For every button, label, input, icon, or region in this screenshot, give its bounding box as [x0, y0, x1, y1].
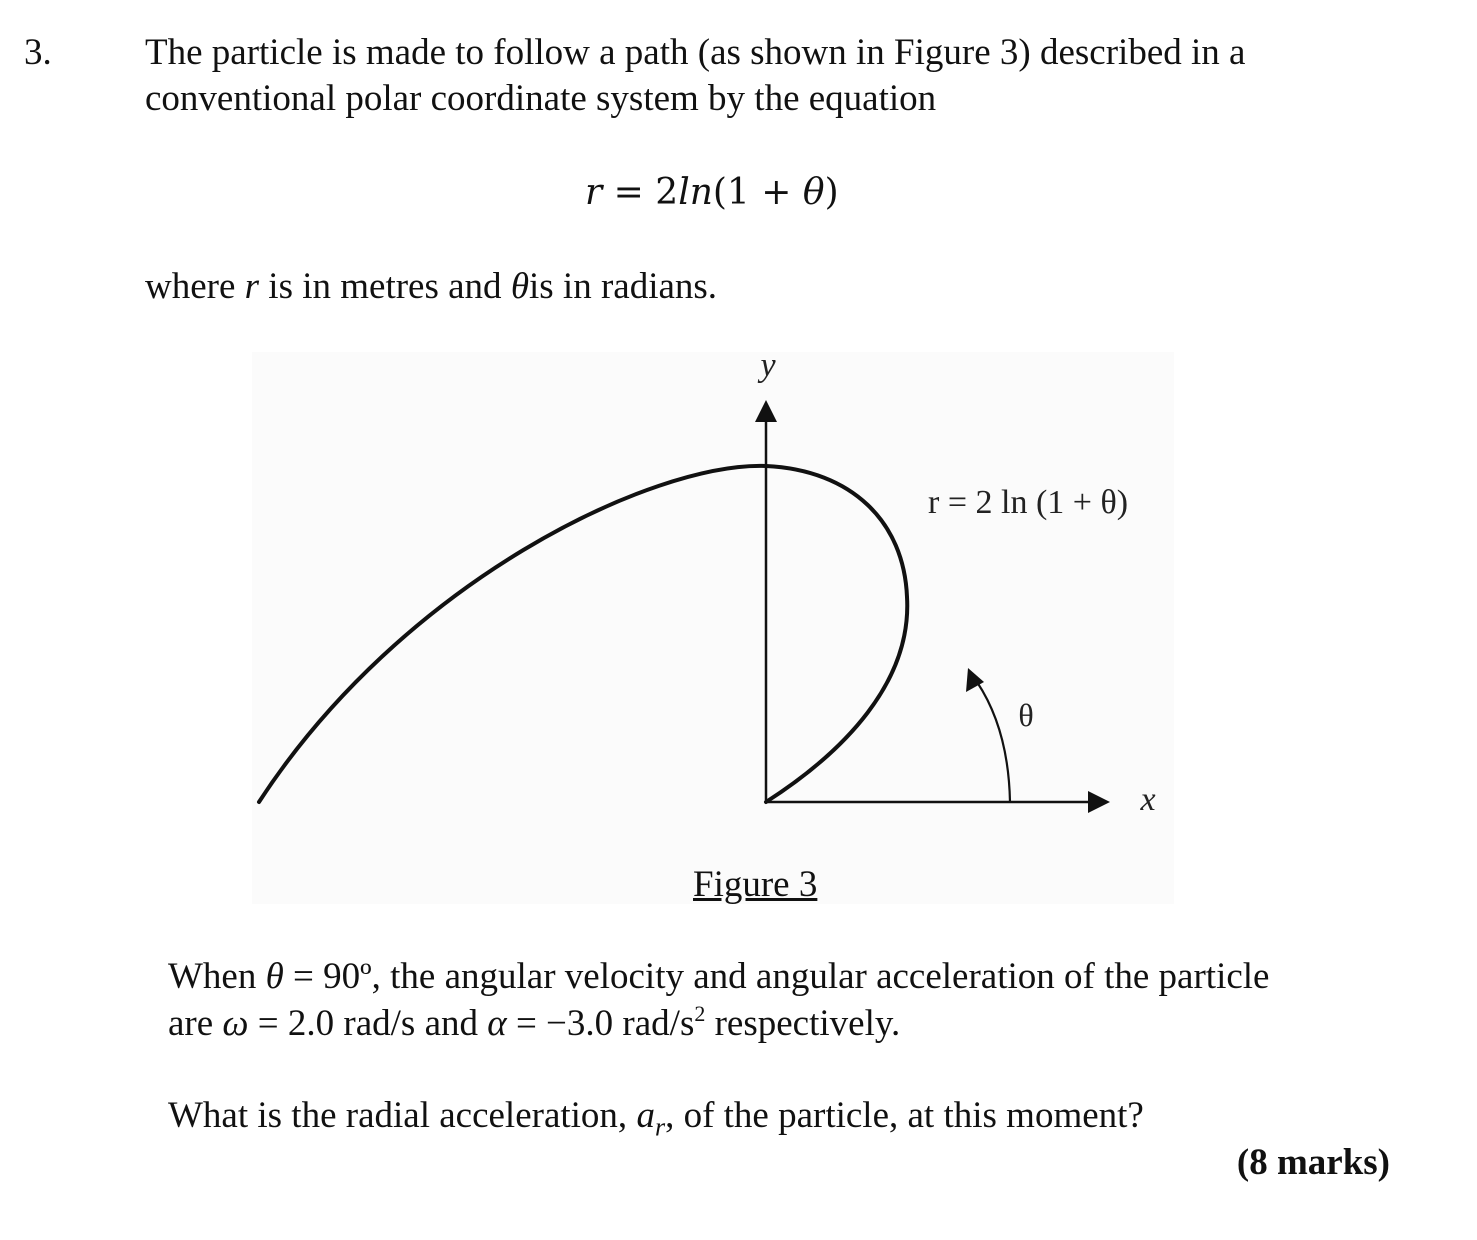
question-intro — [145, 30, 1245, 122]
prompt-text: What is the radial acceleration, — [168, 1095, 637, 1136]
curve-equation-label: r = 2 ln (1 + θ) — [928, 484, 1129, 521]
prompt-symbol: a — [636, 1095, 655, 1136]
equation-equals: = 2 — [602, 172, 679, 213]
equation-open: (1 + — [712, 172, 803, 213]
marks-label: (8 marks) — [1236, 1142, 1390, 1183]
figure-diagram — [252, 352, 1174, 904]
equation-close: ) — [824, 172, 839, 213]
equation-r: r — [585, 172, 603, 213]
question-number: 3. — [24, 32, 52, 73]
where-r: r — [244, 266, 260, 307]
intro-line-1: The particle is made to follow a path (as shown in Figure 3) described in a — [145, 32, 1246, 73]
figure-caption: Figure 3 — [693, 864, 818, 905]
particle-path-curve — [259, 466, 907, 802]
y-axis-label: y — [760, 352, 776, 384]
conditions-theta: θ — [265, 956, 284, 997]
conditions-text: respectively. — [705, 1003, 901, 1044]
given-conditions — [168, 954, 1269, 1048]
conditions-line-2 — [168, 1001, 1269, 1048]
conditions-alpha: α — [487, 1003, 507, 1044]
prompt-text: , of the particle, at this moment? — [665, 1095, 1144, 1136]
question-prompt — [168, 1093, 1144, 1150]
where-suffix: is in radians. — [529, 266, 718, 307]
equation-ln: ln — [678, 172, 713, 213]
equation-theta: θ — [802, 172, 825, 213]
conditions-superscript: 2 — [694, 1001, 706, 1026]
prompt-subscript: r — [654, 1112, 666, 1142]
conditions-text: = 90º, the angular velocity and angular acceleration of the particle — [283, 956, 1270, 997]
theta-arc — [977, 682, 1010, 802]
x-axis-arrowhead — [1088, 791, 1110, 813]
theta-label: θ — [1018, 697, 1034, 733]
intro-line-2: conventional polar coordinate system by the equation — [145, 78, 937, 119]
units-statement — [145, 264, 717, 310]
conditions-text: = −3.0 rad/s — [506, 1003, 695, 1044]
conditions-text: = 2.0 rad/s and — [248, 1003, 488, 1044]
conditions-text: are — [168, 1003, 223, 1044]
conditions-omega: ω — [222, 1003, 249, 1044]
where-theta: θ — [510, 266, 529, 307]
where-middle: is in metres and — [259, 266, 511, 307]
conditions-line-1 — [168, 954, 1269, 1001]
figure-3 — [252, 352, 1174, 904]
where-prefix: where — [145, 266, 245, 307]
x-axis-label: x — [1140, 781, 1156, 818]
path-equation — [585, 170, 839, 216]
conditions-text: When — [168, 956, 266, 997]
y-axis-arrowhead — [755, 400, 777, 422]
